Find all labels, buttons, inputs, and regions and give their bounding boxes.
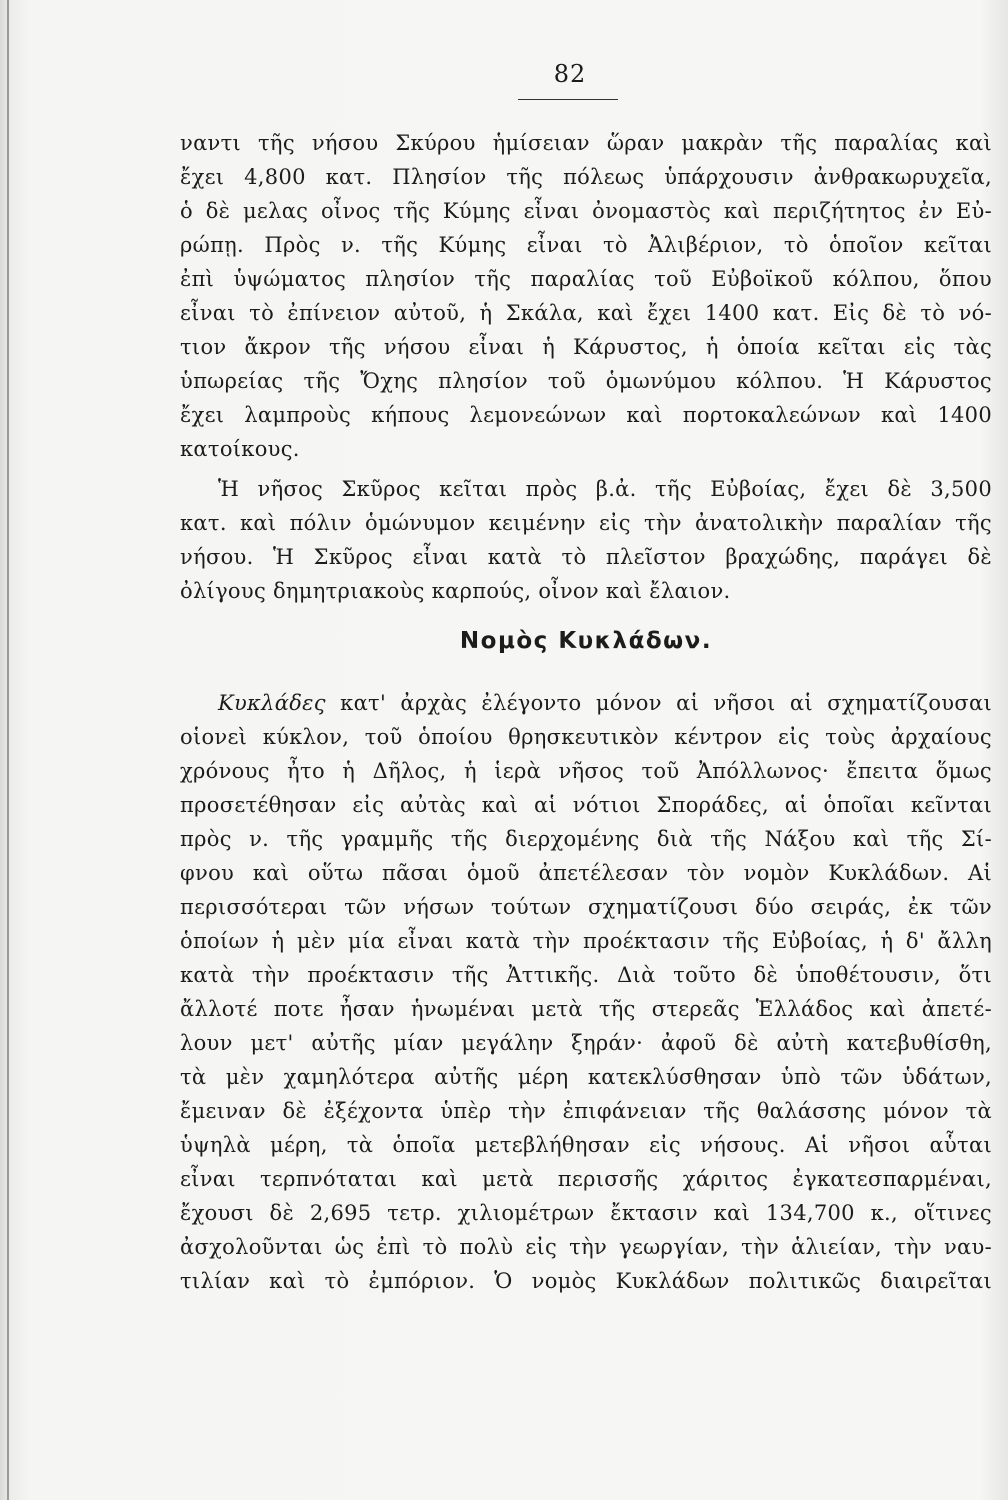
text-line: ὑψηλὰ μέρη, τὰ ὁποῖα μετεβλήθησαν εἰς νήσους. Αἱ νῆσοι αὗται (180, 1133, 992, 1157)
text-line: τιον ἄκρον τῆς νήσου εἶναι ἡ Κάρυστος, ἡ ὁποία κεῖται εἰς τὰς (180, 335, 992, 359)
text-line: ἔχει λαμπροὺς κήπους λεμονεώνων καὶ πορτοκαλεώνων καὶ 1400 (180, 403, 992, 427)
text-line: τιλίαν καὶ τὸ ἐμπόριον. Ὁ νομὸς Κυκλάδων πολιτικῶς διαιρεῖται (180, 1269, 992, 1293)
text-line: ὁ δὲ μελας οἶνος τῆς Κύμης εἶναι ὀνομαστὸς καὶ περιζήτητος ἐν Εὐ- (180, 199, 992, 223)
text-line: κατ. καὶ πόλιν ὁμώνυμον κειμένην εἰς τὴν ἀνατολικὴν παραλίαν τῆς (180, 511, 992, 535)
text-line: ρώπῃ. Πρὸς ν. τῆς Κύμης εἶναι τὸ Ἀλιβέριον, τὸ ὁποῖον κεῖται (180, 233, 992, 257)
text-line-rest: κατ' ἀρχὰς ἐλέγοντο μόνον αἱ νῆσοι αἱ σχηματίζουσαι (340, 691, 992, 715)
text-line: ἔχουσι δὲ 2,695 τετρ. χιλιομέτρων ἔκτασιν καὶ 134,700 κ., οἵτινες (180, 1201, 992, 1225)
text-line: φνου καὶ οὕτω πᾶσαι ὁμοῦ ἀπετέλεσαν τὸν νομὸν Κυκλάδων. Αἱ (180, 861, 992, 885)
text-line: περισσότεραι τῶν νήσων τούτων σχηματίζουσι δύο σειράς, ἐκ τῶν (180, 895, 992, 919)
italic-term: Κυκλάδες (218, 691, 326, 715)
text-line: τὰ μὲν χαμηλότερα αὐτῆς μέρη κατεκλύσθησαν ὑπὸ τῶν ὑδάτων, (180, 1065, 992, 1089)
text-line: Ἡ νῆσος Σκῦρος κεῖται πρὸς β.ἀ. τῆς Εὐβοίας, ἔχει δὲ 3,500 (218, 477, 992, 501)
text-line: εἶναι τερπνόταται καὶ μετὰ περισσῆς χάριτος ἐγκατεσπαρμέναι, (180, 1167, 992, 1191)
text-line: εἶναι τὸ ἐπίνειον αὐτοῦ, ἡ Σκάλα, καὶ ἔχει 1400 κατ. Εἰς δὲ τὸ νό- (180, 301, 992, 325)
text-line: ναντι τῆς νήσου Σκύρου ἡμίσειαν ὥραν μακρὰν τῆς παραλίας καὶ (180, 131, 992, 155)
text-line: λουν μετ' αὐτῆς μίαν μεγάλην ξηράν· ἀφοῦ δὲ αὐτὴ κατεβυθίσθη, (180, 1031, 992, 1055)
text-line: νήσου. Ἡ Σκῦρος εἶναι κατὰ τὸ πλεῖστον βραχώδης, παράγει δὲ (180, 545, 992, 569)
page-edge (7, 0, 9, 1500)
text-line: ὀλίγους δημητριακοὺς καρπούς, οἶνον καὶ ἔλαιον. (180, 579, 731, 603)
page-number-rule (518, 99, 618, 100)
text-line: πρὸς ν. τῆς γραμμῆς τῆς διερχομένης διὰ τῆς Νάξου καὶ τῆς Σί- (180, 827, 992, 851)
text-line: ἐπὶ ὑψώματος πλησίον τῆς παραλίας τοῦ Εὐβοϊκοῦ κόλπου, ὅπου (180, 267, 992, 291)
page-number: 82 (553, 60, 587, 88)
text-line: οἱονεὶ κύκλον, τοῦ ὁποίου θρησκευτικὸν κέντρον εἰς τοὺς ἀρχαίους (180, 725, 992, 749)
text-line: ἀσχολοῦνται ὡς ἐπὶ τὸ πολὺ εἰς τὴν γεωργίαν, τὴν ἁλιείαν, τὴν ναυ- (180, 1235, 992, 1259)
text-line: κατοίκους. (180, 437, 300, 461)
text-line: ὁποίων ἡ μὲν μία εἶναι κατὰ τὴν προέκτασιν τῆς Εὐβοίας, ἡ δ' ἄλλη (180, 929, 992, 953)
text-line: ἄλλοτέ ποτε ἦσαν ἡνωμέναι μετὰ τῆς στερεᾶς Ἑλλάδος καὶ ἀπετέ- (180, 997, 992, 1021)
text-line: χρόνους ἦτο ἡ Δῆλος, ἡ ἱερὰ νῆσος τοῦ Ἀπόλλωνος· ἔπειτα ὅμως (180, 759, 992, 783)
text-line: ἔμειναν δὲ ἐξέχοντα ὑπὲρ τὴν ἐπιφάνειαν τῆς θαλάσσης μόνον τὰ (180, 1099, 992, 1123)
text-line: κατὰ τὴν προέκτασιν τῆς Ἀττικῆς. Διὰ τοῦτο δὲ ὑποθέτουσιν, ὅτι (180, 963, 992, 987)
section-heading: Νομὸς Κυκλάδων. (459, 628, 713, 654)
text-line: ὑπωρείας τῆς Ὄχης πλησίον τοῦ ὁμωνύμου κόλπου. Ἡ Κάρυστος (180, 369, 992, 393)
text-line (218, 688, 992, 718)
text-line: προσετέθησαν εἰς αὐτὰς καὶ αἱ νότιοι Σποράδες, αἱ ὁποῖαι κεῖνται (180, 793, 992, 817)
text-line: ἔχει 4,800 κατ. Πλησίον τῆς πόλεως ὑπάρχουσιν ἀνθρακωρυχεῖα, (180, 165, 992, 189)
